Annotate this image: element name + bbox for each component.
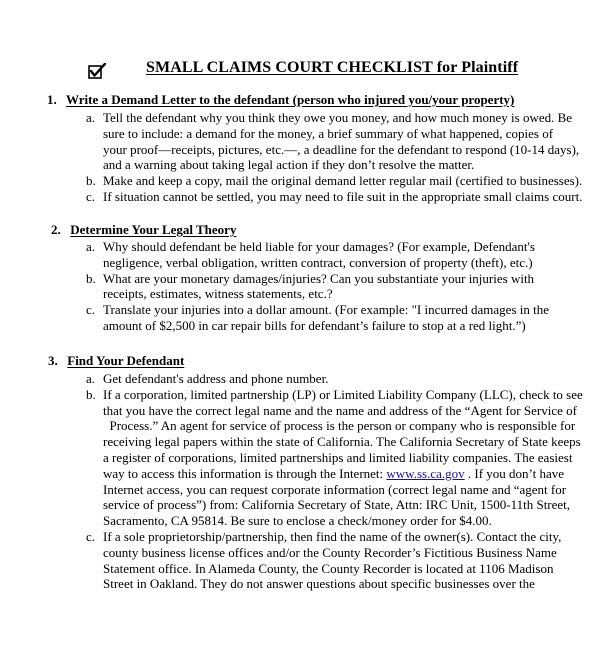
item-line: county business license offices and/or the County Recorder’s Fictitious Business Name [103, 544, 557, 560]
section-number: 1. [47, 92, 57, 107]
item-line: Translate your injuries into a dollar amount. (For example: "I incurred damages in the [103, 302, 549, 318]
item-marker: c. [86, 188, 96, 204]
list-item [0, 189, 600, 205]
list-item [0, 110, 600, 173]
item-line: If a corporation, limited partnership (LP) or Limited Liability Company (LLC), check to see [103, 386, 583, 402]
section-3-heading [48, 353, 184, 369]
section-number: 2. [51, 222, 61, 237]
item-line: Internet access, you can request corporate information (correct legal name and “agent for [103, 481, 567, 497]
item-line: Process.” An agent for service of process is the person or company who is responsible for [103, 418, 576, 434]
item-line: your proof—receipts, pictures, etc.—, a deadline for the defendant to respond (10-14 days), [103, 141, 580, 157]
section-3-items [0, 371, 600, 592]
item-line-with-link [103, 466, 600, 482]
item-line: Statement office. In Alameda County, the County Recorder is located at 1106 Madison [103, 560, 554, 576]
page-title-text: SMALL CLAIMS COURT CHECKLIST for Plaintiff [146, 59, 519, 76]
list-item [0, 271, 600, 303]
checkbox-checked-icon [88, 63, 106, 79]
list-item [0, 529, 600, 592]
item-marker: a. [86, 239, 96, 254]
item-line: If a sole proprietorship/partnership, then find the name of the owner(s). Contact the city, [103, 528, 562, 544]
item-line: a register of corporations, limited partnerships and limited liability companies. The easiest [103, 449, 573, 465]
item-line: amount of $2,500 in car repair bills for defendant’s failure to stop at a red light.”) [103, 317, 526, 333]
item-line: Tell the defendant why you think they owe you money, and how much money is owed. Be [103, 110, 573, 125]
section-2-heading [51, 222, 236, 238]
section-1-heading [47, 92, 514, 108]
item-line: Why should defendant be held liable for your damages? (For example, Defendant's [103, 239, 535, 254]
item-marker: c. [86, 302, 96, 318]
item-line: Street in Oakland. They do not answer questions about specific businesses over the [103, 576, 535, 592]
item-line: negligence, verbal obligation, written contract, conversion of property (theft), etc.) [103, 254, 533, 270]
item-line: that you have the correct legal name and the name and address of the “Agent for Service of [103, 402, 577, 418]
item-marker: c. [86, 528, 96, 544]
section-number: 3. [48, 353, 58, 368]
item-line: receiving legal papers within the state of California. The California Secretary of State keeps [103, 434, 581, 450]
item-marker: b. [86, 386, 96, 402]
section-heading-text: Write a Demand Letter to the defendant (person who injured you/your property) [66, 92, 515, 107]
section-2-items [0, 239, 600, 334]
section-heading-text: Determine Your Legal Theory [70, 222, 237, 237]
item-line-text: . If you don’t have [464, 465, 565, 481]
list-item [0, 371, 600, 387]
item-line: Sacramento, CA 95814. Be sure to enclose a check/money order for $4.00. [103, 513, 492, 529]
item-line: Get defendant's address and phone number. [103, 371, 329, 386]
page-title [146, 59, 518, 77]
item-line: What are your monetary damages/injuries? Can you substantiate your injuries with [103, 270, 535, 286]
item-line: receipts, estimates, witness statements, etc.? [103, 286, 333, 302]
list-item [0, 173, 600, 189]
item-line-text: way to access this information is through the Internet: [103, 465, 387, 481]
item-line: sure to include: a demand for the money, a brief summary of what happened, copies of [103, 125, 554, 141]
item-line: Make and keep a copy, mail the original demand letter regular mail (certified to businesses). [103, 173, 583, 189]
item-marker: a. [86, 371, 96, 386]
item-marker: b. [86, 270, 96, 286]
item-line: service of process”) from: California Secretary of State, Attn: IRC Unit, 1500-11th Street, [103, 497, 571, 513]
list-item [0, 387, 600, 529]
section-heading-text: Find Your Defendant [67, 353, 185, 368]
list-item [0, 239, 600, 271]
item-line: and a warning about taking legal action if they don’t resolve the matter. [103, 157, 475, 173]
list-item [0, 302, 600, 334]
section-1-items [0, 110, 600, 205]
item-marker: a. [86, 110, 96, 125]
item-marker: b. [86, 173, 96, 189]
ss-ca-gov-link[interactable]: www.ss.ca.gov [386, 465, 465, 481]
item-line: If situation cannot be settled, you may need to file suit in the appropriate small claims court. [103, 188, 583, 204]
